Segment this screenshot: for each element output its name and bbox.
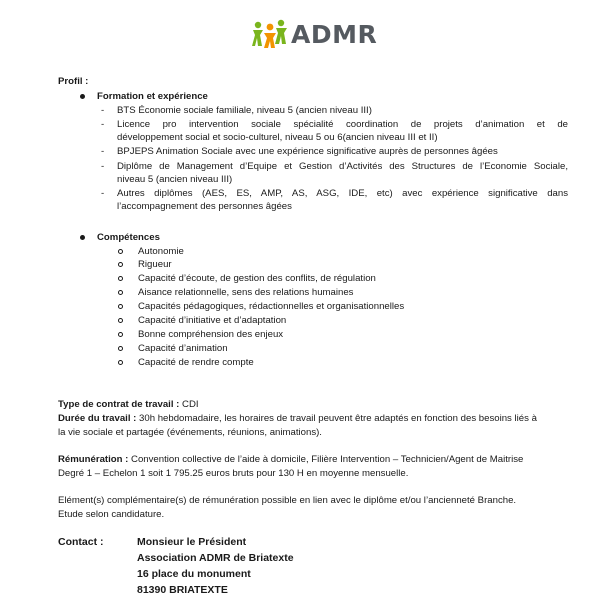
dash-marker: -	[101, 188, 105, 199]
competence-item: Capacités pédagogiques, rédactionnelles et organisationnelles	[138, 301, 405, 312]
dash-marker: -	[101, 119, 105, 130]
formation-item: BPJEPS Animation Sociale avec une expérience significative auprès de personnes âgées	[117, 146, 498, 157]
competence-item: Bonne compréhension des enjeux	[138, 329, 284, 340]
three-figures-icon	[252, 19, 288, 49]
contrat-value: CDI	[179, 399, 199, 410]
profil-heading: Profil :	[58, 76, 89, 87]
formation-item-cont: l’accompagnement des personnes âgées	[117, 201, 292, 212]
competence-item: Capacité d’écoute, de gestion des conflits, de régulation	[138, 273, 376, 284]
remuneration-text: Convention collective de l’aide à domicile, Filière Intervention – Technicien/Agent de Maitrise	[128, 454, 524, 465]
remuneration-line	[58, 453, 523, 466]
contact-city: 81390 BRIATEXTE	[137, 584, 228, 596]
bullet-dot	[80, 94, 85, 99]
competence-item: Capacité de rendre compte	[138, 357, 254, 368]
competence-item: Autonomie	[138, 246, 184, 257]
formation-item: Diplôme de Management d’Equipe et Gestion d’Activités des Structures de l’Economie Sociale,	[117, 161, 568, 172]
circle-marker	[118, 360, 123, 365]
competence-item: Aisance relationnelle, sens des relations humaines	[138, 287, 354, 298]
contact-street: 16 place du monument	[137, 568, 251, 580]
competences-heading: Compétences	[97, 232, 160, 243]
admr-logo	[252, 18, 377, 50]
circle-marker	[118, 332, 123, 337]
contact-label: Contact :	[58, 536, 104, 548]
competence-item: Capacité d’initiative et d’adaptation	[138, 315, 287, 326]
circle-marker	[118, 249, 123, 254]
complement-line-cont: Etude selon candidature.	[58, 509, 165, 520]
circle-marker	[118, 346, 123, 351]
dash-marker: -	[101, 146, 105, 157]
duree-line-cont: la vie sociale et partagée (événements, réunions, animations).	[58, 427, 322, 438]
competence-item: Capacité d’animation	[138, 343, 228, 354]
remuneration-label: Rémunération :	[58, 454, 129, 465]
contact-organization: Association ADMR de Briatexte	[137, 552, 294, 564]
contrat-line	[58, 398, 199, 411]
circle-marker	[118, 276, 123, 281]
dash-marker: -	[101, 105, 105, 116]
formation-item-cont: niveau 5 (ancien niveau III)	[117, 174, 233, 185]
duree-label: Durée du travail :	[58, 413, 137, 424]
circle-marker	[118, 304, 123, 309]
bullet-dot	[80, 235, 85, 240]
circle-marker	[118, 318, 123, 323]
circle-marker	[118, 290, 123, 295]
contrat-label: Type de contrat de travail :	[58, 399, 180, 410]
remuneration-line-cont: Degré 1 – Echelon 1 soit 1 795.25 euros bruts pour 130 H en moyenne mensuelle.	[58, 468, 409, 479]
logo-text: ADMR	[291, 19, 378, 49]
formation-heading: Formation et expérience	[97, 91, 208, 102]
formation-item-cont: développement social et socio-culturel, niveau 5 ou 6(ancien niveau III et II)	[117, 132, 438, 143]
contact-name: Monsieur le Président	[137, 536, 247, 548]
duree-line	[58, 412, 568, 425]
formation-item: BTS Économie sociale familiale, niveau 5 (ancien niveau III)	[117, 105, 372, 116]
competence-item: Rigueur	[138, 259, 172, 270]
circle-marker	[118, 262, 123, 267]
complement-line: Elément(s) complémentaire(s) de rémunération possible en lien avec le diplôme et/ou l’ancienneté Branche.	[58, 495, 517, 506]
duree-text: 30h hebdomadaire, les horaires de travail peuvent être adaptés en fonction des besoins liés à	[136, 413, 537, 424]
dash-marker: -	[101, 161, 105, 172]
formation-item: Autres diplômes (AES, ES, AMP, AS, ASG, IDE, etc) avec expérience significative dans	[117, 188, 568, 199]
formation-item: Licence pro intervention sociale spécialité coordination de projets d’animation et de	[117, 119, 568, 130]
